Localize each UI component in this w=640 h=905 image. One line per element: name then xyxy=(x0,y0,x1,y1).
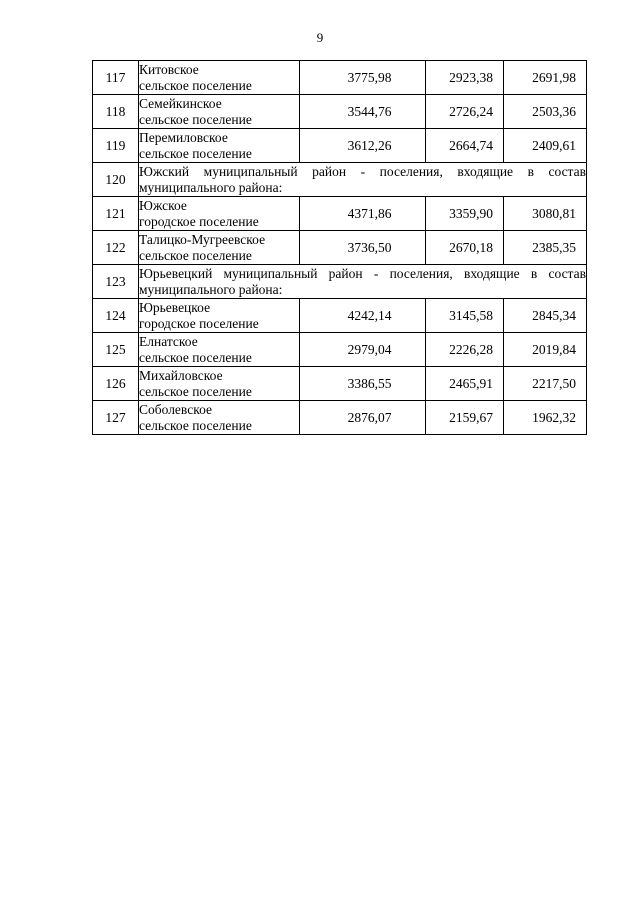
settlement-name-line2: сельское поселение xyxy=(139,349,252,365)
settlement-name xyxy=(139,401,300,435)
settlement-name-line1: Елнатское xyxy=(139,334,198,349)
settlement-name-line2: сельское поселение xyxy=(139,383,252,399)
table-row xyxy=(93,95,587,129)
value-col-1: 3612,26 xyxy=(300,129,426,163)
settlement-name-line1: Южское xyxy=(139,198,187,213)
value-col-2: 2664,74 xyxy=(426,129,504,163)
value-col-2: 3145,58 xyxy=(426,299,504,333)
settlement-name-line1: Талицко-Мугреевское xyxy=(139,232,266,247)
value-col-2: 3359,90 xyxy=(426,197,504,231)
settlement-name-line2: сельское поселение xyxy=(139,417,252,433)
row-number: 119 xyxy=(93,129,139,163)
settlement-name-line2: сельское поселение xyxy=(139,77,252,93)
settlement-name xyxy=(139,197,300,231)
value-col-3: 2503,36 xyxy=(504,95,587,129)
value-col-3: 3080,81 xyxy=(504,197,587,231)
value-col-2: 2226,28 xyxy=(426,333,504,367)
value-col-1: 4242,14 xyxy=(300,299,426,333)
table-row xyxy=(93,129,587,163)
row-number: 121 xyxy=(93,197,139,231)
row-number: 125 xyxy=(93,333,139,367)
row-number: 123 xyxy=(93,265,139,299)
value-col-2: 2726,24 xyxy=(426,95,504,129)
value-col-2: 2465,91 xyxy=(426,367,504,401)
row-number: 124 xyxy=(93,299,139,333)
settlement-name xyxy=(139,333,300,367)
settlement-name xyxy=(139,129,300,163)
settlement-name xyxy=(139,95,300,129)
table-row xyxy=(93,299,587,333)
settlement-name-line1: Юрьевецкое xyxy=(139,300,211,315)
district-header-row xyxy=(93,163,587,197)
settlement-name xyxy=(139,299,300,333)
settlement-name-line1: Перемиловское xyxy=(139,130,228,145)
settlement-name-line1: Михайловское xyxy=(139,368,223,383)
settlement-name-line1: Соболевское xyxy=(139,402,212,417)
settlement-name-line1: Семейкинское xyxy=(139,96,222,111)
value-col-3: 2385,35 xyxy=(504,231,587,265)
value-col-3: 2691,98 xyxy=(504,61,587,95)
district-header-text: Южский муниципальный район - поселения, входящие в состав муниципального района: xyxy=(139,164,586,195)
settlement-name xyxy=(139,61,300,95)
value-col-3: 2019,84 xyxy=(504,333,587,367)
value-col-1: 3736,50 xyxy=(300,231,426,265)
settlement-name xyxy=(139,231,300,265)
row-number: 117 xyxy=(93,61,139,95)
value-col-3: 2845,34 xyxy=(504,299,587,333)
settlement-name-line2: сельское поселение xyxy=(139,247,252,263)
table-row xyxy=(93,231,587,265)
value-col-1: 3386,55 xyxy=(300,367,426,401)
table-row xyxy=(93,197,587,231)
row-number: 126 xyxy=(93,367,139,401)
table-row xyxy=(93,401,587,435)
row-number: 127 xyxy=(93,401,139,435)
district-header-text: Юрьевецкий муниципальный район - поселения, входящие в состав муниципального района: xyxy=(139,266,586,297)
row-number: 120 xyxy=(93,163,139,197)
value-col-3: 2217,50 xyxy=(504,367,587,401)
table-row xyxy=(93,61,587,95)
value-col-1: 2979,04 xyxy=(300,333,426,367)
page-number: 9 xyxy=(316,30,324,45)
settlement-name-line1: Китовское xyxy=(139,62,199,77)
district-header-row xyxy=(93,265,587,299)
value-col-2: 2159,67 xyxy=(426,401,504,435)
value-col-2: 2670,18 xyxy=(426,231,504,265)
value-col-3: 1962,32 xyxy=(504,401,587,435)
row-number: 118 xyxy=(93,95,139,129)
value-col-3: 2409,61 xyxy=(504,129,587,163)
settlement-name xyxy=(139,367,300,401)
value-col-2: 2923,38 xyxy=(426,61,504,95)
row-number: 122 xyxy=(93,231,139,265)
settlement-name-line2: сельское поселение xyxy=(139,111,252,127)
value-col-1: 3544,76 xyxy=(300,95,426,129)
value-col-1: 4371,86 xyxy=(300,197,426,231)
value-col-1: 2876,07 xyxy=(300,401,426,435)
settlement-name-line2: городское поселение xyxy=(139,213,259,229)
table-row xyxy=(93,367,587,401)
settlements-table xyxy=(92,60,587,435)
value-col-1: 3775,98 xyxy=(300,61,426,95)
settlement-name-line2: сельское поселение xyxy=(139,145,252,161)
settlement-name-line2: городское поселение xyxy=(139,315,259,331)
settlements-table-body xyxy=(93,61,587,435)
table-row xyxy=(93,333,587,367)
